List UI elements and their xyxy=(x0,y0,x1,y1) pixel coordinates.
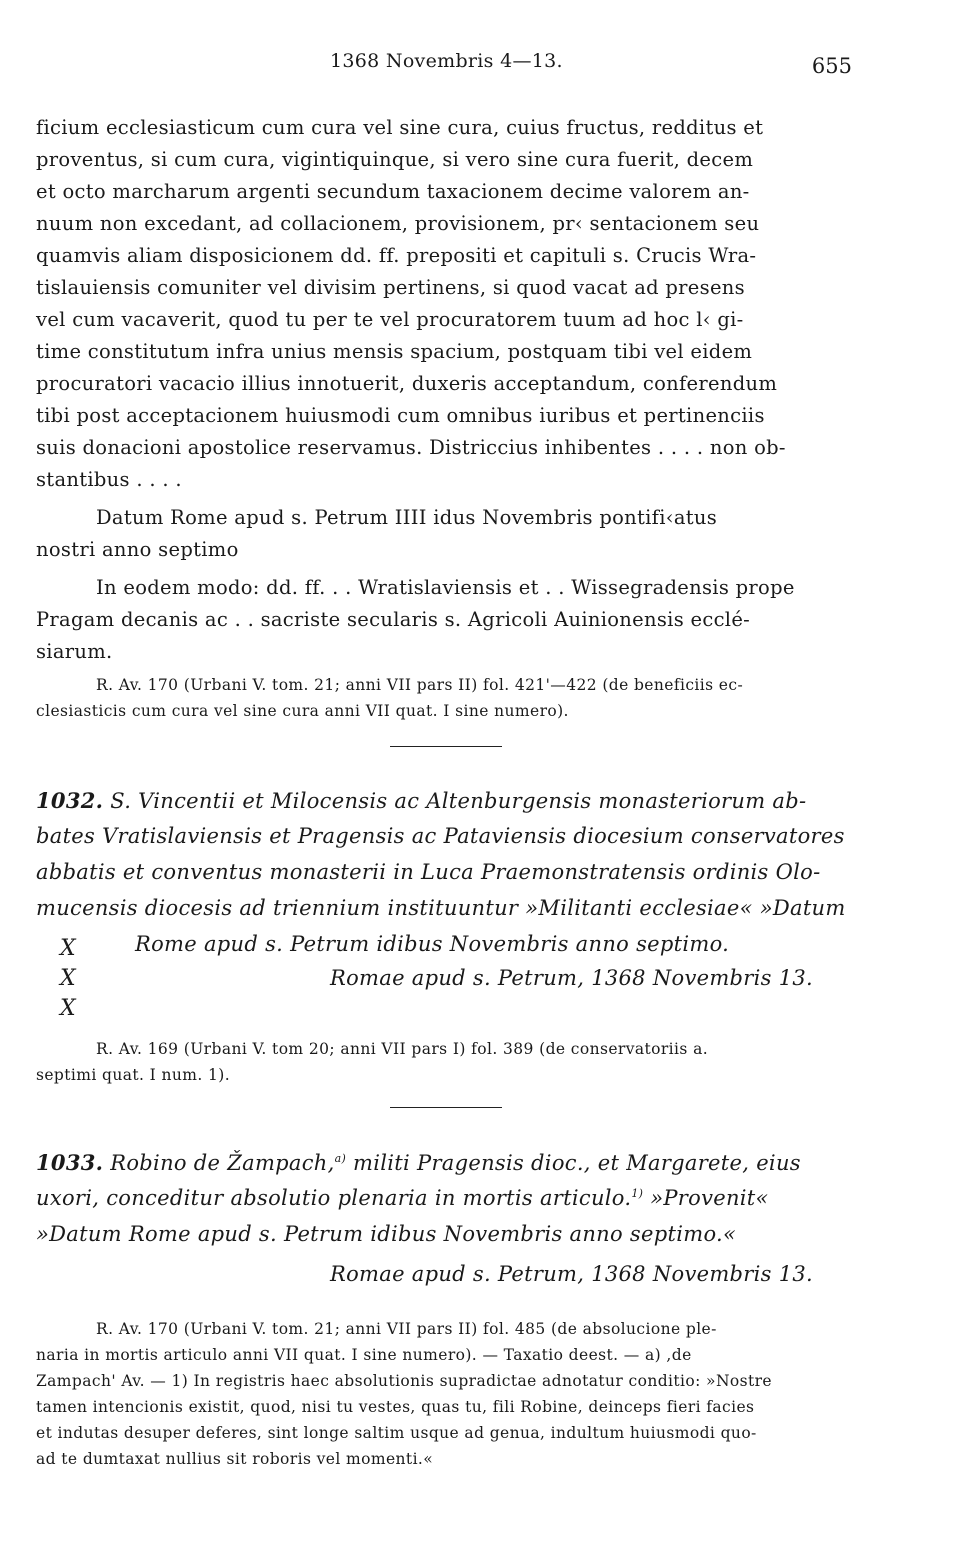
source-note-line: ad te dumtaxat nullius sit roboris vel momenti.« xyxy=(36,1450,434,1468)
source-note-line: R. Av. 169 (Urbani V. tom 20; anni VII pars I) fol. 389 (de conservatoriis a. xyxy=(96,1040,709,1058)
source-note-line: Zampach' Av. — 1) In registris haec absolutionis supradictae adnotatur conditio: »Nostre xyxy=(36,1372,772,1390)
text-line: proventus, si cum cura, vigintiquinque, si vero sine cura fuerit, decem xyxy=(36,148,754,171)
footnote-ref: a) xyxy=(334,1152,347,1165)
place-date: Romae apud s. Petrum, 1368 Novembris 13. xyxy=(330,966,813,990)
regest-line: bates Vratislaviensis et Pragensis ac Pataviensis diocesium conservatores xyxy=(36,824,845,848)
regest-text: Robino de Žampach, xyxy=(110,1151,335,1175)
source-note-line: R. Av. 170 (Urbani V. tom. 21; anni VII pars II) fol. 421'—422 (de beneficiis ec- xyxy=(96,676,744,694)
datum-line: Datum Rome apud s. Petrum IIII idus Novembris pontifi‹atus xyxy=(96,506,718,529)
entry-number: 1032. xyxy=(36,788,104,813)
text-line: procuratori vacacio illius innotuerit, duxeris acceptandum, conferendum xyxy=(36,372,778,395)
source-note-line: R. Av. 170 (Urbani V. tom. 21; anni VII pars II) fol. 485 (de absolucione ple- xyxy=(96,1320,717,1338)
regest-line: abbatis et conventus monasterii in Luca Praemonstratensis ordinis Olo- xyxy=(36,860,821,884)
regest-text: »Provenit« xyxy=(643,1186,769,1210)
text-line: suis donacioni apostolice reservamus. Districcius inhibentes . . . . non ob- xyxy=(36,436,786,459)
x-mark: X xyxy=(60,996,76,1021)
regest-line xyxy=(36,1186,769,1210)
source-note-line: tamen intencionis existit, quod, nisi tu vestes, quas tu, fili Robine, deinceps fieri facies xyxy=(36,1398,755,1416)
source-note-line: naria in mortis articulo anni VII quat. I sine numero). — Taxatio deest. — a) ,de xyxy=(36,1346,692,1364)
text-line: ficium ecclesiasticum cum cura vel sine cura, cuius fructus, redditus et xyxy=(36,116,764,139)
regest-line: »Datum Rome apud s. Petrum idibus Novembris anno septimo.« xyxy=(36,1222,737,1246)
regest-text: militi Pragensis dioc., et Margarete, eius xyxy=(346,1151,801,1175)
regest-line xyxy=(36,1150,801,1175)
text-line: time constitutum infra unius mensis spacium, postquam tibi vel eidem xyxy=(36,340,753,363)
text-line: et octo marcharum argenti secundum taxacionem decime valorem an- xyxy=(36,180,750,203)
running-header: 1368 Novembris 4—13. xyxy=(330,50,563,72)
source-note-line: clesiasticis cum cura vel sine cura anni VII quat. I sine numero). xyxy=(36,702,569,720)
text-line: quamvis aliam disposicionem dd. ff. prepositi et capituli s. Crucis Wra- xyxy=(36,244,757,267)
separator-rule xyxy=(390,746,502,747)
regest-text: uxori, conceditur absolutio plenaria in mortis articulo. xyxy=(36,1186,632,1210)
text-line: Pragam decanis ac . . sacriste secularis s. Agricoli Auinionensis ecclé- xyxy=(36,608,751,631)
text-line: tislauiensis comuniter vel divisim pertinens, si quod vacat ad presens xyxy=(36,276,745,299)
regest-line xyxy=(36,788,806,813)
text-line: siarum. xyxy=(36,640,113,663)
datum-line: nostri anno septimo xyxy=(36,538,239,561)
regest-line: mucensis diocesis ad triennium instituuntur »Militanti ecclesiae« »Datum xyxy=(36,896,846,920)
text-line: nuum non excedant, ad collacionem, provisionem, pr‹ sentacionem seu xyxy=(36,212,760,235)
page-number: 655 xyxy=(811,54,852,78)
x-mark: X xyxy=(60,966,76,991)
source-note-line: et indutas desuper deferes, sint longe saltim usque ad genua, indultum huiusmodi quo- xyxy=(36,1424,757,1442)
regest-text: S. Vincentii et Milocensis ac Altenburgensis monasteriorum ab- xyxy=(110,789,807,813)
text-line: In eodem modo: dd. ff. . . Wratislaviensis et . . Wissegradensis prope xyxy=(96,576,795,599)
x-mark: X xyxy=(60,936,76,961)
text-line: tibi post acceptacionem huiusmodi cum omnibus iuribus et pertinenciis xyxy=(36,404,765,427)
text-line: stantibus . . . . xyxy=(36,468,182,491)
place-date: Romae apud s. Petrum, 1368 Novembris 13. xyxy=(330,1262,813,1286)
separator-rule xyxy=(390,1107,502,1108)
footnote-ref: 1) xyxy=(631,1187,644,1200)
source-note-line: septimi quat. I num. 1). xyxy=(36,1066,231,1084)
regest-line: Rome apud s. Petrum idibus Novembris anno septimo. xyxy=(135,932,730,956)
text-line: vel cum vacaverit, quod tu per te vel procuratorem tuum ad hoc l‹ gi- xyxy=(36,308,744,331)
entry-number: 1033. xyxy=(36,1150,104,1175)
